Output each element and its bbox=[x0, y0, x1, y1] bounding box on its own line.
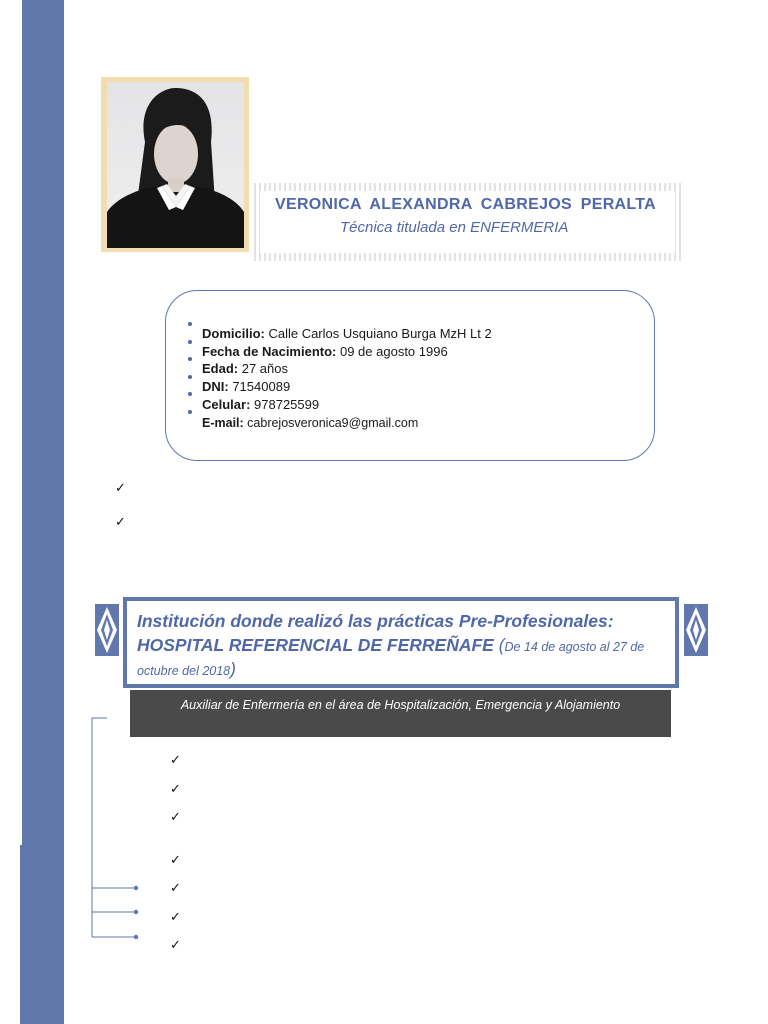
bullet-dot bbox=[188, 322, 192, 326]
institution-hospital-line bbox=[137, 633, 665, 659]
celular-label: Celular: bbox=[202, 397, 251, 412]
domicilio-label: Domicilio: bbox=[202, 326, 265, 341]
date-range-part2: octubre del 2018 bbox=[137, 664, 231, 678]
institution-box bbox=[123, 597, 679, 688]
check-mark: ✓ bbox=[170, 937, 181, 952]
bullet-dot bbox=[188, 410, 192, 414]
profile-photo-frame bbox=[101, 77, 249, 252]
check-mark: ✓ bbox=[170, 852, 181, 867]
left-sidebar-bar bbox=[22, 0, 64, 1024]
candidate-name: VERONICA ALEXANDRA CABREJOS PERALTA bbox=[275, 196, 657, 213]
contact-email bbox=[202, 416, 418, 430]
candidate-title: Técnica titulada en ENFERMERIA bbox=[340, 219, 569, 236]
contact-dni bbox=[202, 379, 290, 394]
role-description-bar: Auxiliar de Enfermería en el área de Hospitalización, Emergencia y Alojamiento bbox=[130, 690, 671, 737]
contact-domicilio bbox=[202, 326, 492, 341]
celular-value: 978725599 bbox=[250, 397, 320, 412]
bullet-dot bbox=[188, 375, 192, 379]
bullet-dot bbox=[188, 340, 192, 344]
nacimiento-label: Fecha de Nacimiento: bbox=[202, 344, 337, 359]
dni-label: DNI: bbox=[202, 379, 229, 394]
diamond-ornament-right bbox=[684, 604, 708, 656]
nacimiento-value: 09 de agosto 1996 bbox=[336, 344, 448, 359]
email-label: E-mail: bbox=[202, 416, 244, 430]
domicilio-value: Calle Carlos Usquiano Burga MzH Lt 2 bbox=[264, 326, 492, 341]
open-paren: ( bbox=[498, 635, 505, 655]
edad-value: 27 años bbox=[238, 361, 288, 376]
email-value: cabrejosveronica9@gmail.com bbox=[243, 416, 419, 430]
date-range-part1: De 14 de agosto al 27 de bbox=[504, 640, 645, 654]
bullet-dot bbox=[188, 357, 192, 361]
bullet-dot bbox=[188, 392, 192, 396]
profile-photo bbox=[107, 82, 244, 248]
check-mark: ✓ bbox=[170, 752, 181, 767]
contact-birthdate bbox=[202, 344, 448, 359]
check-mark: ✓ bbox=[115, 514, 126, 529]
check-mark: ✓ bbox=[170, 909, 181, 924]
edad-label: Edad: bbox=[202, 361, 239, 376]
left-sidebar-line bbox=[20, 845, 22, 1024]
hospital-name: HOSPITAL REFERENCIAL DE FERREÑAFE bbox=[137, 635, 499, 655]
dni-value: 71540089 bbox=[228, 379, 291, 394]
contact-phone bbox=[202, 397, 319, 412]
diamond-ornament-left bbox=[95, 604, 119, 656]
contact-age bbox=[202, 361, 288, 376]
check-mark: ✓ bbox=[170, 880, 181, 895]
close-paren: ) bbox=[230, 659, 236, 679]
institution-date-line bbox=[137, 659, 665, 681]
institution-heading: Institución donde realizó las prácticas Pre-Profesionales: bbox=[137, 611, 614, 631]
check-mark: ✓ bbox=[170, 781, 181, 796]
check-mark: ✓ bbox=[170, 809, 181, 824]
check-mark: ✓ bbox=[115, 480, 126, 495]
portrait-illustration bbox=[107, 82, 244, 248]
